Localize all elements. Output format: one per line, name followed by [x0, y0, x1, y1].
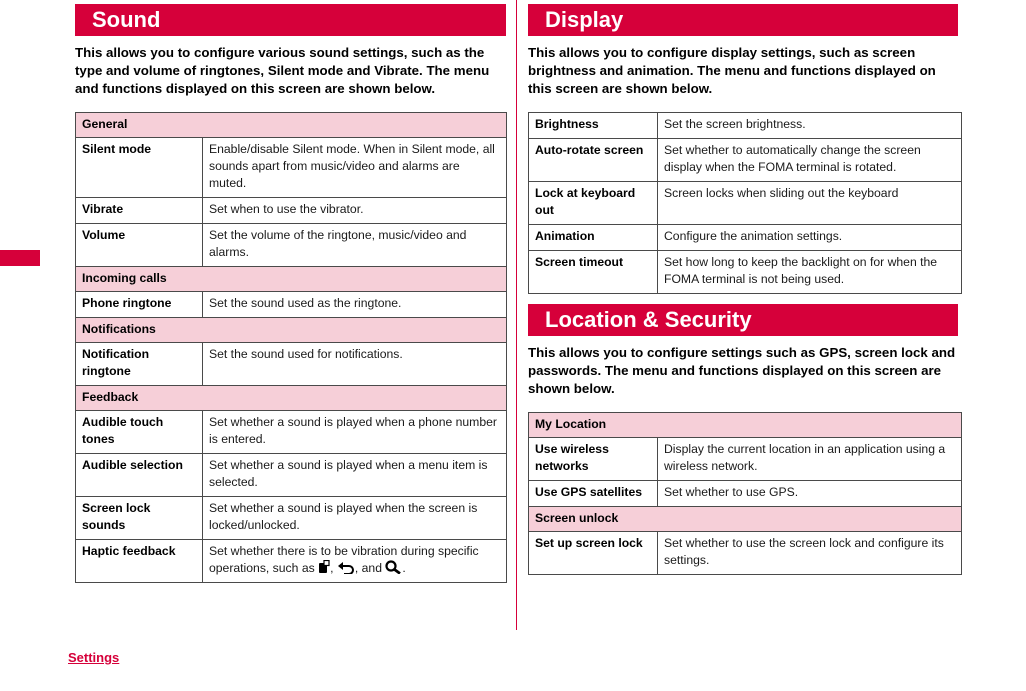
description-separator: , and [354, 561, 382, 575]
sound-table [75, 112, 507, 583]
setting-name: Animation [529, 225, 658, 251]
setting-description: Configure the animation settings. [658, 225, 962, 251]
table-row [529, 182, 962, 225]
table-row [529, 481, 962, 507]
section-label: Notifications [76, 318, 507, 343]
setting-description: Set the screen brightness. [658, 113, 962, 139]
location-table [528, 412, 962, 575]
table-row [76, 343, 507, 386]
table-row [529, 225, 962, 251]
table-row [76, 540, 507, 583]
table-row [76, 454, 507, 497]
setting-description: Set whether to use GPS. [658, 481, 962, 507]
setting-description: Set whether to automatically change the screen display when the FOMA terminal is rotated. [658, 139, 962, 182]
table-row [76, 138, 507, 198]
table-row [76, 497, 507, 540]
description-separator: , [330, 561, 334, 575]
setting-name: Volume [76, 224, 203, 267]
setting-name: Vibrate [76, 198, 203, 224]
table-row [76, 292, 507, 318]
setting-description: Screen locks when sliding out the keyboard [658, 182, 962, 225]
setting-description: Set the sound used for notifications. [203, 343, 507, 386]
back-key-icon [337, 560, 355, 574]
table-row [529, 113, 962, 139]
setting-name: Use GPS satellites [529, 481, 658, 507]
setting-name: Phone ringtone [76, 292, 203, 318]
setting-name: Haptic feedback [76, 540, 203, 583]
table-row [529, 438, 962, 481]
section-row [76, 267, 507, 292]
setting-description [203, 540, 507, 583]
setting-description: Enable/disable Silent mode. When in Silent mode, all sounds apart from music/video and alarms are muted. [203, 138, 507, 198]
setting-description: Display the current location in an application using a wireless network. [658, 438, 962, 481]
description-end: . [402, 561, 406, 575]
table-row [76, 198, 507, 224]
section-label: Screen unlock [529, 507, 962, 532]
section-row [76, 386, 507, 411]
chapter-tab [0, 250, 40, 266]
column-divider [516, 0, 517, 630]
table-row [529, 139, 962, 182]
setting-description: Set whether a sound is played when the screen is locked/unlocked. [203, 497, 507, 540]
setting-description: Set whether a sound is played when a phone number is entered. [203, 411, 507, 454]
setting-description: Set whether a sound is played when a menu item is selected. [203, 454, 507, 497]
section-row [76, 113, 507, 138]
setting-name: Auto-rotate screen [529, 139, 658, 182]
setting-name: Screen timeout [529, 251, 658, 294]
section-row [529, 507, 962, 532]
display-table [528, 112, 962, 294]
setting-name: Notification ringtone [76, 343, 203, 386]
sound-intro: This allows you to configure various sound settings, such as the type and volume of ringtones, Silent mode and Vibrate. The menu and functions displayed on this screen are shown below. [75, 45, 490, 96]
setting-description: Set how long to keep the backlight on for when the FOMA terminal is not being used. [658, 251, 962, 294]
table-row [76, 224, 507, 267]
section-row [529, 413, 962, 438]
setting-name: Audible selection [76, 454, 203, 497]
table-row [529, 532, 962, 575]
setting-description: Set when to use the vibrator. [203, 198, 507, 224]
setting-name: Use wireless networks [529, 438, 658, 481]
setting-name: Screen lock sounds [76, 497, 203, 540]
section-row [76, 318, 507, 343]
setting-description: Set whether to use the screen lock and configure its settings. [658, 532, 962, 575]
setting-name: Brightness [529, 113, 658, 139]
menu-key-icon [318, 560, 330, 574]
settings-footer-link[interactable]: Settings [68, 650, 120, 665]
table-row [529, 251, 962, 294]
setting-name: Set up screen lock [529, 532, 658, 575]
description-text: Set whether there is to be vibration during specific operations, such as [209, 544, 479, 575]
section-label: Feedback [76, 386, 507, 411]
setting-name: Audible touch tones [76, 411, 203, 454]
display-intro: This allows you to configure display settings, such as screen brightness and animation. The menu and functions displayed on this screen are shown below. [528, 45, 936, 96]
section-label: My Location [529, 413, 962, 438]
setting-description: Set the volume of the ringtone, music/video and alarms. [203, 224, 507, 267]
setting-name: Silent mode [76, 138, 203, 198]
search-key-icon [385, 560, 402, 574]
table-row [76, 411, 507, 454]
section-label: Incoming calls [76, 267, 507, 292]
setting-description: Set the sound used as the ringtone. [203, 292, 507, 318]
sound-heading: Sound [75, 4, 506, 36]
location-intro: This allows you to configure settings such as GPS, screen lock and passwords. The menu and functions displayed on this screen are shown below. [528, 345, 956, 396]
display-heading: Display [528, 4, 958, 36]
setting-name: Lock at keyboard out [529, 182, 658, 225]
section-label: General [76, 113, 507, 138]
location-heading: Location & Security [528, 304, 958, 336]
